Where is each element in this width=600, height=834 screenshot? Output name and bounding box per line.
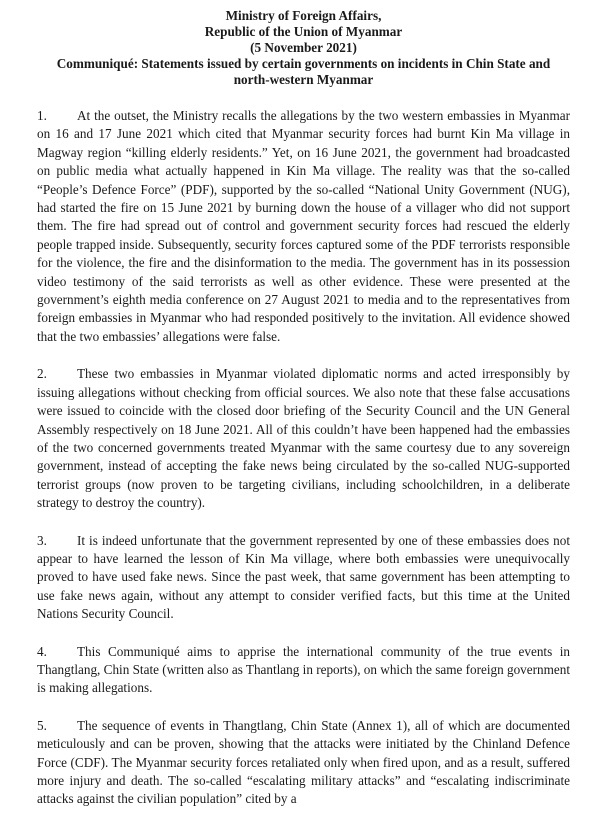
header-date: (5 November 2021) bbox=[250, 40, 357, 55]
paragraph-4 bbox=[37, 643, 570, 698]
paragraph-number: 1. bbox=[37, 108, 47, 123]
paragraph-text: At the outset, the Ministry recalls the allegations by the two western embassies in Myanmar on 16 and 17 June 2021 which cited that Myanmar security forces had burnt Kin Ma village in Magway region “killing elderly residents.” Yet, on 16 June 2021, the government had broadcasted on public media what actually happened in Kin Ma village. The reality was that the so-called “People’s Defence Force” (PDF), supported by the so-called “National Unity Government (NUG), had started the fire on 15 June 2021 by burning down the house of a villager who did not support them. The fire had spread out of control and government security forces had rescued the elderly people trapped inside. Subsequently, security forces captured some of the PDF terrorists responsible for the violence, the fire and the disinformation to the media. The government has in its possession video testimony of the said terrorists as well as other evidence. These were presented at the government’s eighth media conference on 27 August 2021 to media and to the representatives from foreign embassies in Myanmar who had responded positively to the invitation. All evidence showed that the two embassies’ allegations were false. bbox=[37, 108, 570, 344]
paragraph-text: It is indeed unfortunate that the government represented by one of these embassies does not appear to have learned the lesson of Kin Ma village, where both embassies were unequivocally proved to have used fake news. Since the past week, that same government has been attempting to use fake news again, without any attempt to consider verified facts, but this time at the United Nations Security Council. bbox=[37, 532, 570, 622]
paragraph-number: 2. bbox=[37, 366, 47, 382]
paragraph-text: The sequence of events in Thangtlang, Chin State (Annex 1), all of which are documented meticulously and can be proven, showing that the attacks were initiated by the Chinland Defence Force (CDF). The Myanmar security forces retaliated only when fired upon, and as a result, suffered more injury and death. The so-called “escalating military attacks” and “escalating indiscriminate attacks against the civilian population” cited by a bbox=[37, 717, 570, 807]
paragraph-text: This Communiqué aims to apprise the international community of the true events in Thangtlang, Chin State (written also as Thantlang in reports), on which the same foreign government is making allegations. bbox=[37, 643, 570, 696]
paragraph-2 bbox=[37, 365, 570, 512]
document-header bbox=[37, 8, 570, 88]
paragraph-number: 4. bbox=[37, 643, 47, 659]
header-country: Republic of the Union of Myanmar bbox=[204, 24, 403, 39]
header-title-line2: north-western Myanmar bbox=[233, 72, 374, 87]
paragraph-1 bbox=[37, 107, 570, 346]
paragraph-number: 3. bbox=[37, 532, 47, 548]
paragraph-3 bbox=[37, 532, 570, 624]
paragraph-text: These two embassies in Myanmar violated diplomatic norms and acted irresponsibly by issuing allegations without checking from official sources. We also note that these false accusations were issued to coincide with the closed door briefing of the Security Council and the UN General Assembly respectively on 18 June 2021. All of this couldn’t have been happened had the embassies of the two concerned governments treated Myanmar with the same courtesy due to any sovereign government, instead of accepting the fake news being circulated by the so-called NUG-supported terrorist groups (now proven to be targeting civilians, including schoolchildren, in a deliberate strategy to destroy the country). bbox=[37, 366, 570, 511]
header-title-line1: Communiqué: Statements issued by certain governments on incidents in Chin State and bbox=[56, 56, 551, 71]
header-ministry: Ministry of Foreign Affairs, bbox=[225, 8, 382, 23]
paragraph-number: 5. bbox=[37, 717, 47, 733]
document-body bbox=[37, 107, 570, 809]
paragraph-5 bbox=[37, 717, 570, 809]
